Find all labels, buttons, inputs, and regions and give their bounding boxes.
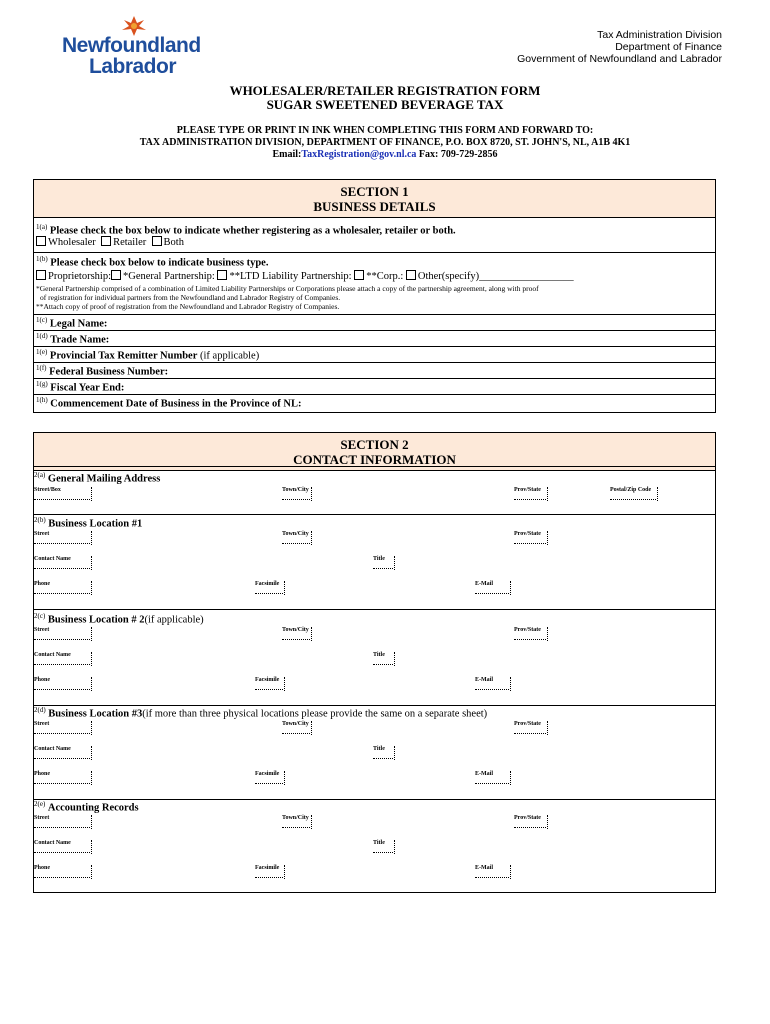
block3-street-field-line [34, 728, 90, 734]
block4-fax-field[interactable] [255, 865, 283, 878]
form-subtitle: SUGAR SWEETENED BEVERAGE TAX [266, 97, 504, 112]
block1-title-field-label: Title [373, 556, 385, 562]
section-1-header [34, 180, 715, 218]
block-2e-title [34, 800, 770, 814]
field-1e[interactable] [36, 348, 715, 362]
block3-prov-field-label: Prov/State [514, 721, 541, 727]
block2-email-field-label: E-Mail [475, 677, 493, 683]
mailing-town-field-label: Town/City [282, 487, 309, 493]
block3-town-field-label: Town/City [282, 721, 309, 727]
q1b-num: 1(b) [36, 255, 48, 263]
retailer-label: Retailer [113, 237, 147, 248]
field-1e-extra: (if applicable) [200, 350, 260, 362]
block-num: 2(c) [34, 612, 46, 620]
q1b-label: Please check box below to indicate business type. [50, 257, 269, 269]
field-1f-num: 1(f) [36, 364, 47, 372]
block-2b-title [34, 516, 770, 530]
block4-title-field-line [373, 847, 393, 853]
block1-fax-field-line [255, 588, 283, 594]
field-1c-num: 1(c) [36, 316, 48, 324]
note-2: **Attach copy of proof of registration from the Newfoundland and Labrador Registry of Companies. [36, 302, 340, 311]
mailing-postal-field[interactable] [610, 487, 656, 500]
wholesaler-label: Wholesaler [48, 237, 96, 248]
q1b-options [36, 270, 715, 282]
block1-fax-field[interactable] [255, 581, 283, 594]
fax-number: Fax: 709-729-2856 [418, 149, 498, 160]
block1-town-field-label: Town/City [282, 531, 309, 537]
field-1d-label: Trade Name: [50, 334, 110, 346]
block1-contact-field-line [34, 563, 90, 569]
q1a [36, 223, 715, 237]
block2-contact-field-line [34, 659, 90, 665]
block3-town-field-line [282, 728, 310, 734]
block4-title-field-label: Title [373, 840, 385, 846]
block1-contact-field[interactable] [34, 556, 90, 569]
block3-town-field[interactable] [282, 721, 310, 734]
block3-title-field[interactable] [373, 746, 393, 759]
general-partnership-checkbox[interactable] [111, 270, 121, 280]
block-label: Accounting Records [47, 802, 139, 814]
divider [33, 514, 715, 515]
block-extra: (if more than three physical locations please provide the same on a separate sheet) [142, 708, 488, 720]
block-extra: (if applicable) [144, 614, 204, 626]
block4-email-field-label: E-Mail [475, 865, 493, 871]
field-1g-num: 1(g) [36, 380, 48, 388]
block3-email-field-line [475, 778, 509, 784]
field-1e-num: 1(e) [36, 348, 48, 356]
department: Department of Finance [615, 41, 722, 53]
field-1g-label: Fiscal Year End: [50, 382, 125, 394]
block3-street-field-label: Street [34, 721, 50, 727]
both-checkbox[interactable] [152, 236, 162, 246]
block3-title-field-line [373, 753, 393, 759]
block4-title-field[interactable] [373, 840, 393, 853]
mailing-street-field-line [34, 494, 90, 500]
government: Government of Newfoundland and Labrador [517, 53, 722, 65]
logo-line1: Newfoundland [62, 34, 201, 57]
block4-email-field[interactable] [475, 865, 509, 878]
divider [33, 609, 715, 610]
mailing-postal-field-label: Postal/Zip Code [610, 487, 652, 493]
field-1f[interactable] [36, 364, 715, 378]
block3-fax-field-label: Facsimile [255, 771, 280, 777]
block2-contact-field[interactable] [34, 652, 90, 665]
block4-street-field[interactable] [34, 815, 90, 828]
note-1 [36, 284, 715, 311]
block-label: Business Location #1 [48, 518, 143, 530]
block2-title-field-line [373, 659, 393, 665]
block1-street-field-line [34, 538, 90, 544]
block4-prov-field[interactable] [514, 815, 546, 828]
block2-prov-field[interactable] [514, 627, 546, 640]
block3-fax-field[interactable] [255, 771, 283, 784]
block2-fax-field[interactable] [255, 677, 283, 690]
block3-prov-field-line [514, 728, 546, 734]
block-num: 2(d) [34, 706, 46, 714]
block4-contact-field[interactable] [34, 840, 90, 853]
block-2d-title [34, 706, 770, 720]
block4-street-field-line [34, 822, 90, 828]
block-num: 2(a) [34, 471, 46, 479]
block1-contact-field-label: Contact Name [34, 556, 71, 562]
field-1e-label: Provincial Tax Remitter Number [49, 350, 198, 362]
divider [33, 466, 715, 467]
block2-email-field-line [475, 684, 509, 690]
general-partnership-label: *General Partnership: [123, 271, 215, 282]
block2-town-field-label: Town/City [282, 627, 309, 633]
mailing-town-field[interactable] [282, 487, 310, 500]
instructions [0, 125, 770, 161]
block2-street-field[interactable] [34, 627, 90, 640]
proprietorship-label: Proprietorship: [48, 271, 111, 282]
form-title-block [0, 84, 770, 112]
logo [62, 14, 212, 76]
block3-street-field[interactable] [34, 721, 90, 734]
field-1g[interactable] [36, 380, 715, 394]
block2-email-field[interactable] [475, 677, 509, 690]
other-label: Other(specify)__________________ [417, 271, 574, 282]
block3-email-field[interactable] [475, 771, 509, 784]
proprietorship-checkbox[interactable] [36, 270, 46, 280]
field-1c[interactable] [36, 316, 715, 330]
block2-street-field-line [34, 634, 90, 640]
block-2c-title [34, 612, 770, 626]
block1-town-field-line [282, 538, 310, 544]
section-1-title: SECTION 1 [340, 184, 409, 199]
block1-email-field[interactable] [475, 581, 509, 594]
block1-prov-field-line [514, 538, 546, 544]
block4-town-field[interactable] [282, 815, 310, 828]
block-label: General Mailing Address [47, 473, 161, 485]
block4-contact-field-label: Contact Name [34, 840, 71, 846]
field-1d-num: 1(d) [36, 332, 48, 340]
block2-title-field-label: Title [373, 652, 385, 658]
field-1h-num: 1(h) [36, 396, 48, 404]
division: Tax Administration Division [597, 29, 722, 41]
form-title: WHOLESALER/RETAILER REGISTRATION FORM [229, 83, 541, 98]
block2-phone-field-label: Phone [34, 677, 51, 683]
block1-email-field-label: E-Mail [475, 581, 493, 587]
note-1-line1: *General Partnership comprised of a combination of Limited Liability Partnerships or Corporations please attach a copy of the partnership agreement, along with proof [36, 284, 539, 293]
block4-street-field-label: Street [34, 815, 50, 821]
instruction-2: TAX ADMINISTRATION DIVISION, DEPARTMENT OF FINANCE, P.O. BOX 8720, ST. JOHN'S, NL, A1B 4K1 [139, 137, 631, 148]
other-checkbox[interactable] [406, 270, 416, 280]
ltd-partnership-checkbox[interactable] [217, 270, 227, 280]
note-1-line2: of registration for individual partners from the Newfoundland and Labrador Registry of Companies. [40, 293, 341, 302]
block-label: Business Location # 2 [47, 614, 145, 626]
block3-contact-field[interactable] [34, 746, 90, 759]
block3-phone-field-line [34, 778, 90, 784]
block1-phone-field-line [34, 588, 90, 594]
q1b [36, 255, 715, 269]
block2-town-field-line [282, 634, 310, 640]
block4-phone-field-label: Phone [34, 865, 51, 871]
block2-fax-field-line [255, 684, 283, 690]
block3-title-field-label: Title [373, 746, 385, 752]
contact-line [0, 149, 770, 161]
block3-phone-field[interactable] [34, 771, 90, 784]
block4-contact-field-line [34, 847, 90, 853]
section-1-subtitle: BUSINESS DETAILS [313, 199, 436, 214]
block2-street-field-label: Street [34, 627, 50, 633]
field-1d[interactable] [36, 332, 715, 346]
block4-fax-field-line [255, 872, 283, 878]
q1a-label: Please check the box below to indicate whether registering as a wholesaler, retailer or both. [49, 225, 456, 237]
block-label: Business Location #3 [48, 708, 143, 720]
block2-town-field[interactable] [282, 627, 310, 640]
mailing-postal-field-line [610, 494, 656, 500]
block2-prov-field-label: Prov/State [514, 627, 541, 633]
mailing-town-field-line [282, 494, 310, 500]
block4-email-field-line [475, 872, 509, 878]
logo-line2: Labrador [89, 55, 177, 78]
block1-street-field[interactable] [34, 531, 90, 544]
block1-street-field-label: Street [34, 531, 50, 537]
ltd-partnership-label: **LTD Liability Partnership: [229, 271, 352, 282]
block1-email-field-line [475, 588, 509, 594]
block1-prov-field[interactable] [514, 531, 546, 544]
block1-fax-field-label: Facsimile [255, 581, 280, 587]
block-num: 2(b) [34, 516, 46, 524]
block4-fax-field-label: Facsimile [255, 865, 280, 871]
block3-contact-field-line [34, 753, 90, 759]
block4-prov-field-line [514, 822, 546, 828]
q1a-options [36, 236, 715, 248]
block4-town-field-line [282, 822, 310, 828]
q1a-num: 1(a) [36, 223, 48, 231]
field-1c-label: Legal Name: [49, 318, 108, 330]
field-1h[interactable] [36, 396, 715, 410]
email-link[interactable]: TaxRegistration@gov.nl.ca [301, 149, 417, 160]
retailer-checkbox[interactable] [101, 236, 111, 246]
block2-title-field[interactable] [373, 652, 393, 665]
block1-phone-field[interactable] [34, 581, 90, 594]
address-block [517, 29, 722, 65]
section-1 [33, 179, 716, 413]
block4-phone-field-line [34, 872, 90, 878]
mailing-prov-field-label: Prov/State [514, 487, 541, 493]
mailing-prov-field[interactable] [514, 487, 546, 500]
block2-contact-field-label: Contact Name [34, 652, 71, 658]
block2-fax-field-label: Facsimile [255, 677, 280, 683]
block2-phone-field-line [34, 684, 90, 690]
mailing-street-field-label: Street/Box [34, 487, 61, 493]
field-1h-label: Commencement Date of Business in the Province of NL: [50, 398, 302, 410]
corp-label: **Corp.: [366, 271, 404, 282]
block3-email-field-label: E-Mail [475, 771, 493, 777]
block-2a-title [34, 471, 770, 485]
section-2-title: SECTION 2 [340, 437, 409, 452]
mailing-street-field[interactable] [34, 487, 90, 500]
block-num: 2(e) [34, 800, 46, 808]
block1-title-field[interactable] [373, 556, 393, 569]
instruction-1: PLEASE TYPE OR PRINT IN INK WHEN COMPLETING THIS FORM AND FORWARD TO: [176, 125, 594, 136]
block3-contact-field-label: Contact Name [34, 746, 71, 752]
block1-title-field-line [373, 563, 393, 569]
wholesaler-checkbox[interactable] [36, 236, 46, 246]
block1-town-field[interactable] [282, 531, 310, 544]
block3-phone-field-label: Phone [34, 771, 51, 777]
block2-phone-field[interactable] [34, 677, 90, 690]
block1-prov-field-label: Prov/State [514, 531, 541, 537]
block3-fax-field-line [255, 778, 283, 784]
corp-checkbox[interactable] [354, 270, 364, 280]
block2-prov-field-line [514, 634, 546, 640]
email-label: Email: [272, 149, 302, 160]
field-1f-label: Federal Business Number: [49, 366, 169, 378]
both-label: Both [163, 237, 184, 248]
block3-prov-field[interactable] [514, 721, 546, 734]
block4-phone-field[interactable] [34, 865, 90, 878]
block4-town-field-label: Town/City [282, 815, 309, 821]
block1-phone-field-label: Phone [34, 581, 51, 587]
block4-prov-field-label: Prov/State [514, 815, 541, 821]
mailing-prov-field-line [514, 494, 546, 500]
section-2-subtitle: CONTACT INFORMATION [293, 452, 456, 467]
